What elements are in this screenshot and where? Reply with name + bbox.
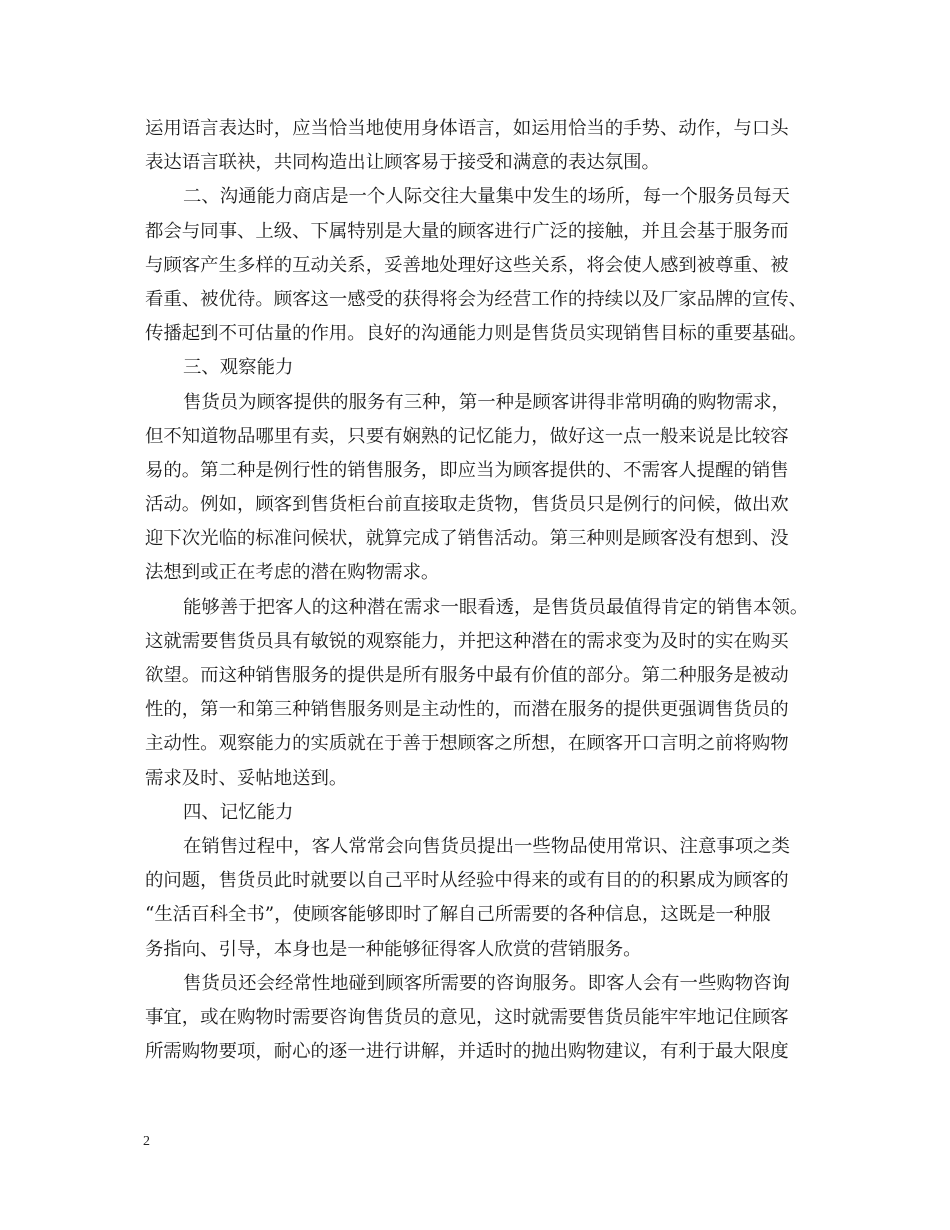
text-line: 能够善于把客人的这种潜在需求一眼看透，是售货员最值得肯定的销售本领。 xyxy=(183,596,809,618)
text-line: 性的，第一和第三种销售服务则是主动性的，而潜在服务的提供更强调售货员的 xyxy=(145,699,789,721)
text-line: 欲望。而这种销售服务的提供是所有服务中最有价值的部分。第二种服务是被动 xyxy=(145,665,789,686)
text-line: 但不知道物品哪里有卖，只要有娴熟的记忆能力，做好这一点一般来说是比较容 xyxy=(145,425,789,447)
text-line: 在销售过程中，客人常常会向售货员提出一些物品使用常识、注意事项之类 xyxy=(183,835,790,857)
text-line: 法想到或正在考虑的潜在购物需求。 xyxy=(145,562,440,584)
text-line: “生活百科全书”，使顾客能够即时了解自己所需要的各种信息，这既是一种服 xyxy=(145,904,771,926)
text-line: 需求及时、妥帖地送到。 xyxy=(145,767,348,789)
text-line: 所需购物要项，耐心的逐一进行讲解，并适时的抛出购物建议，有利于最大限度 xyxy=(145,1041,789,1063)
text-line: 看重、被优待。顾客这一感受的获得将会为经营工作的持续以及厂家品牌的宣传、 xyxy=(145,288,808,310)
text-line: 务指向、引导，本身也是一种能够征得客人欣赏的营销服务。 xyxy=(145,938,642,960)
text-line: 运用语言表达时，应当恰当地使用身体语言，如运用恰当的手势、动作，与口头 xyxy=(145,118,789,139)
text-line: 活动。例如，顾客到售货柜台前直接取走货物，售货员只是例行的问候，做出欢 xyxy=(145,494,789,516)
text-line: 易的。第二种是例行性的销售服务，即应当为顾客提供的、不需客人提醒的销售 xyxy=(145,459,789,481)
text-line: 四、记忆能力 xyxy=(183,801,294,823)
text-line: 三、观察能力 xyxy=(183,357,294,379)
text-line: 这就需要售货员具有敏锐的观察能力，并把这种潜在的需求变为及时的实在购买 xyxy=(145,630,789,652)
text-line: 迎下次光临的标准问候状，就算完成了销售活动。第三种则是顾客没有想到、没 xyxy=(145,528,789,550)
text-line: 二、沟通能力商店是一个人际交往大量集中发生的场所，每一个服务员每天 xyxy=(183,186,790,208)
body-text xyxy=(145,112,825,1069)
text-line: 事宜，或在购物时需要咨询售货员的意见，这时就需要售货员能牢牢地记住顾客 xyxy=(145,1006,789,1028)
text-line: 传播起到不可估量的作用。良好的沟通能力则是售货员实现销售目标的重要基础。 xyxy=(145,323,808,345)
text-line: 都会与同事、上级、下属特别是大量的顾客进行广泛的接触，并且会基于服务而 xyxy=(145,220,789,242)
page-number: 2 xyxy=(143,1134,150,1149)
text-line: 与顾客产生多样的互动关系，妥善地处理好这些关系，将会使人感到被尊重、被 xyxy=(145,254,789,276)
text-line: 售货员还会经常性地碰到顾客所需要的咨询服务。即客人会有一些购物咨询 xyxy=(183,972,790,994)
text-line: 主动性。观察能力的实质就在于善于想顾客之所想，在顾客开口言明之前将购物 xyxy=(145,733,789,755)
text-line: 售货员为顾客提供的服务有三种，第一种是顾客讲得非常明确的购物需求， xyxy=(183,391,790,413)
text-line: 的问题，售货员此时就要以自己平时从经验中得来的或有目的的积累成为顾客的 xyxy=(145,870,789,892)
text-line: 表达语言联袂，共同构造出让顾客易于接受和满意的表达氛围。 xyxy=(145,152,660,174)
